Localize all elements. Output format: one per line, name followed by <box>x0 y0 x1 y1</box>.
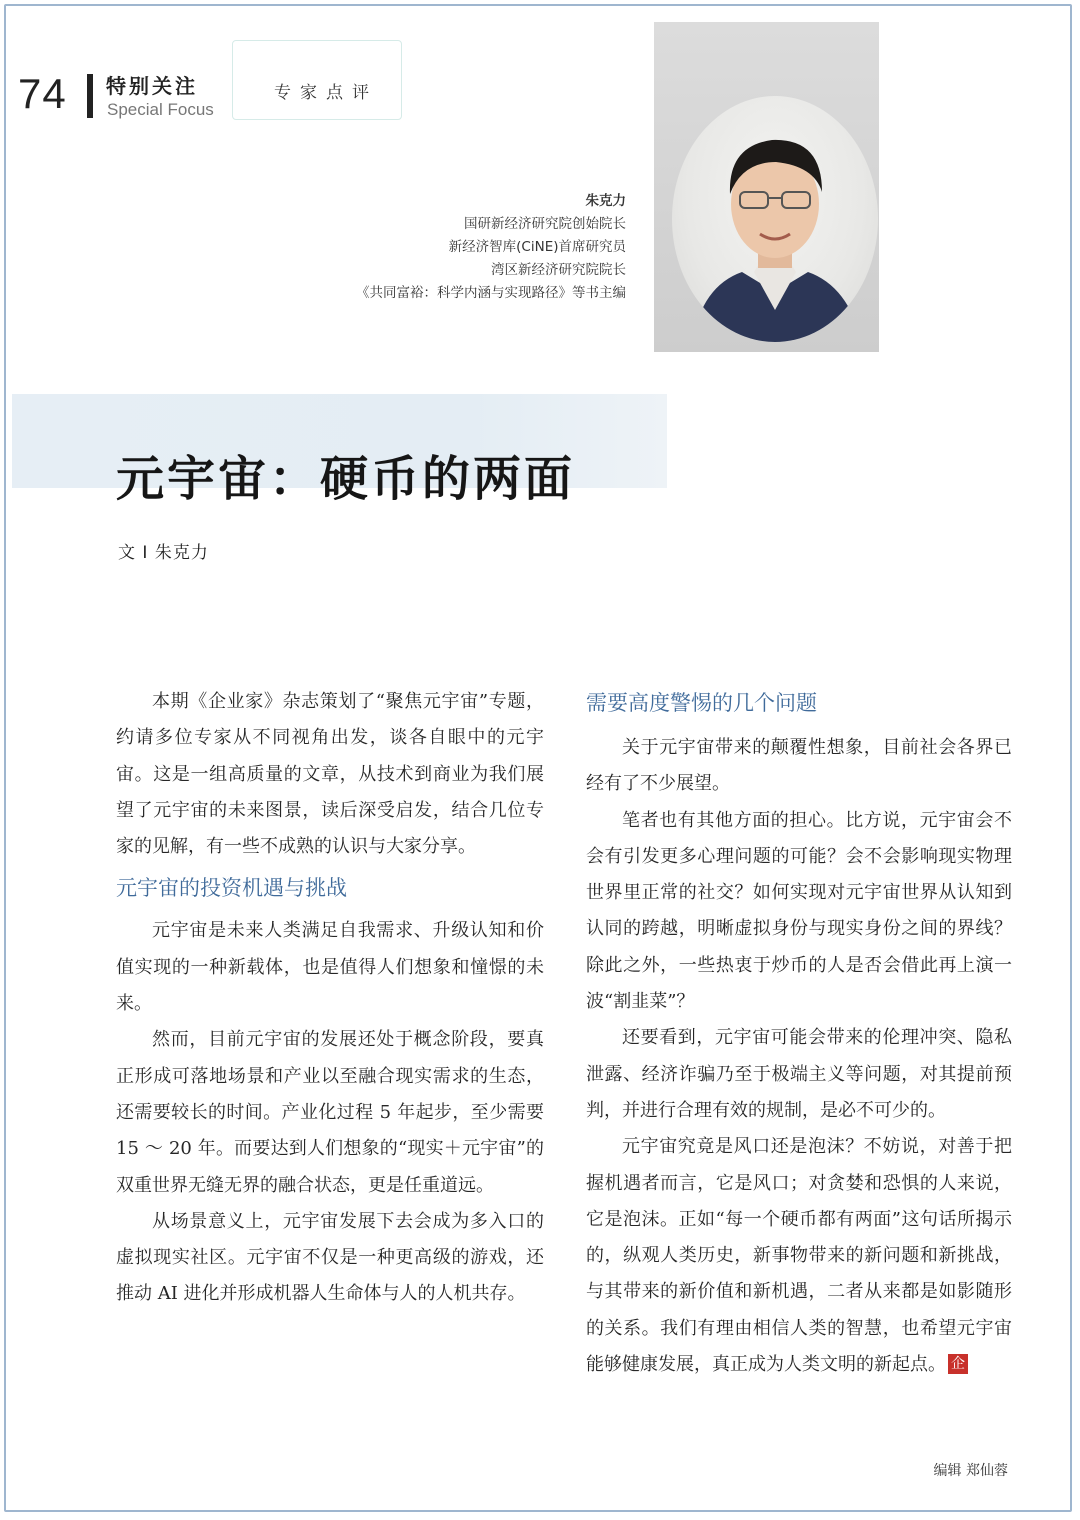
right-column <box>586 686 1012 1383</box>
body-paragraph: 关于元宇宙带来的颠覆性想象，目前社会各界已经有了不少展望。 <box>586 737 1012 795</box>
body-paragraph: 从场景意义上，元宇宙发展下去会成为多入口的虚拟现实社区。元宇宙不仅是一种更高级的游戏，还推动 AI 进化并形成机器人生命体与人的人机共存。 <box>116 1210 544 1305</box>
author-title: 《共同富裕：科学内涵与实现路径》等书主编 <box>356 285 626 301</box>
body-paragraph <box>586 1129 1012 1383</box>
header-divider <box>87 74 93 118</box>
body-paragraph: 元宇宙是未来人类满足自我需求、升级认知和价值实现的一种新载体，也是值得人们想象和憧憬的未来。 <box>116 920 544 1015</box>
body-paragraph: 还要看到，元宇宙可能会带来的伦理冲突、隐私泄露、经济诈骗乃至于极端主义等问题，对其提前预判，并进行合理有效的规制，是必不可少的。 <box>586 1027 1012 1121</box>
end-mark-icon: 企 <box>948 1354 968 1374</box>
left-column <box>116 684 544 1313</box>
column-tag: 专家点评 <box>274 83 378 103</box>
author-title: 国研新经济研究院创始院长 <box>464 216 626 232</box>
author-title: 湾区新经济研究院院长 <box>491 262 626 278</box>
body-paragraph: 然而，目前元宇宙的发展还处于概念阶段，要真正形成可落地场景和产业以至融合现实需求的生态，还需要较长的时间。产业化过程 5 年起步，至少需要 15 ～ 20 年。而要达到人们想象的“现实＋元宇宙”的双重世界无缝无界的融合状态，更是任重道远。 <box>116 1029 544 1196</box>
editor-credit: 编辑 郑仙蓉 <box>933 1463 1008 1479</box>
author-bio <box>356 190 626 305</box>
page-number: 74 <box>18 70 67 117</box>
portrait-illustration <box>672 96 878 342</box>
author-title: 新经济智库(CiNE)首席研究员 <box>448 239 626 255</box>
author-name: 朱克力 <box>585 193 626 209</box>
final-paragraph-text: 元宇宙究竟是风口还是泡沫？不妨说，对善于把握机遇者而言，它是风口；对贪婪和恐惧的人来说，它是泡沫。正如“每一个硬币都有两面”这句话所揭示的，纵观人类历史，新事物带来的新问题和新挑战，与其带来的新价值和新机遇，二者从来都是如影随形的关系。我们有理由相信人类的智慧，也希望元宇宙能够健康发展，真正成为人类文明的新起点。 <box>586 1136 1012 1376</box>
article-title: 元宇宙：硬币的两面 <box>116 451 576 508</box>
body-paragraph: 笔者也有其他方面的担心。比方说，元宇宙会不会有引发更多心理问题的可能？会不会影响现实物理世界里正常的社交？如何实现对元宇宙世界从认知到认同的跨越，明晰虚拟身份与现实身份之间的界线？除此之外，一些热衷于炒币的人是否会借此再上演一波“割韭菜”？ <box>586 809 1012 1013</box>
section-heading: 元宇宙的投资机遇与挑战 <box>116 876 347 901</box>
section-title-cn: 特别关注 <box>106 74 198 98</box>
byline: 文 I 朱克力 <box>118 543 209 563</box>
author-portrait <box>672 96 878 342</box>
section-heading: 需要高度警惕的几个问题 <box>586 691 817 715</box>
intro-paragraph: 本期《企业家》杂志策划了“聚焦元宇宙”专题，约请多位专家从不同视角出发，谈各自眼中的元宇宙。这是一组高质量的文章，从技术到商业为我们展望了元宇宙的未来图景，读后深受启发，结合几位专家的见解，有一些不成熟的认识与大家分享。 <box>116 691 544 858</box>
section-title-en: Special Focus <box>107 100 214 119</box>
